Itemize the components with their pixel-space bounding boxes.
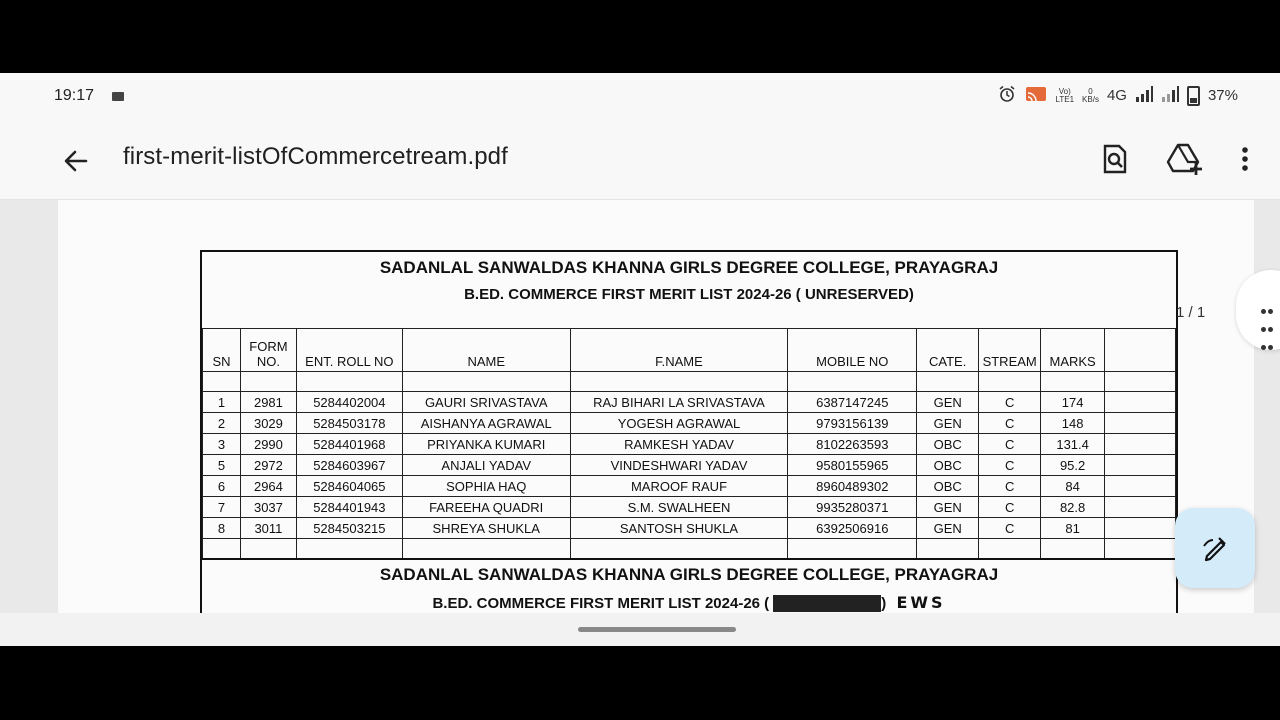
table-cell: S.M. SWALHEEN xyxy=(570,497,788,518)
college-heading: SADANLAL SANWALDAS KHANNA GIRLS DEGREE COLLEGE, PRAYAGRAJ xyxy=(379,258,999,277)
struck-text: UNRESERVED xyxy=(775,595,880,612)
table-cell: 8 xyxy=(203,518,241,539)
table-cell: 3037 xyxy=(240,497,296,518)
column-header: STREAM xyxy=(979,329,1041,372)
table-cell: MAROOF RAUF xyxy=(570,476,788,497)
table-row-empty xyxy=(203,372,1176,392)
college-heading-2: SADANLAL SANWALDAS KHANNA GIRLS DEGREE COLLEGE, PRAYAGRAJ xyxy=(379,565,999,584)
table-cell: FAREEHA QUADRI xyxy=(402,497,570,518)
table-cell: 148 xyxy=(1041,413,1105,434)
table-cell: 5284401943 xyxy=(296,497,402,518)
back-arrow-icon[interactable] xyxy=(60,145,92,177)
status-time: 19:17 xyxy=(54,87,95,104)
table-cell: GAURI SRIVASTAVA xyxy=(402,392,570,413)
handwritten-ews-note: EWS xyxy=(896,593,946,612)
drag-handle-icon xyxy=(1260,302,1278,356)
table-cell-blank xyxy=(402,539,570,559)
table-cell: C xyxy=(979,476,1041,497)
table-cell: OBC xyxy=(917,476,979,497)
table-cell-blank xyxy=(1105,434,1176,455)
table-cell: RAJ BIHARI LA SRIVASTAVA xyxy=(570,392,788,413)
table-cell: 5284503215 xyxy=(296,518,402,539)
column-header: CATE. xyxy=(917,329,979,372)
pen-edit-icon xyxy=(1199,532,1231,564)
signal-icon-sim2 xyxy=(1161,86,1179,105)
list-title-2-suffix: ) xyxy=(881,595,887,612)
table-cell-blank xyxy=(1105,455,1176,476)
column-header xyxy=(1105,329,1176,372)
table-cell-blank xyxy=(917,539,979,559)
table-row xyxy=(203,413,1176,434)
table-cell: GEN xyxy=(917,413,979,434)
table-cell: OBC xyxy=(917,455,979,476)
table-cell: OBC xyxy=(917,434,979,455)
table-cell: C xyxy=(979,413,1041,434)
column-header: ENT. ROLL NO xyxy=(296,329,402,372)
table-cell: 3 xyxy=(203,434,241,455)
table-cell: 2972 xyxy=(240,455,296,476)
table-cell-blank xyxy=(1105,413,1176,434)
table-cell: 2964 xyxy=(240,476,296,497)
table-cell: SOPHIA HAQ xyxy=(402,476,570,497)
table-header-row xyxy=(203,329,1176,372)
screen-record-icon xyxy=(112,92,124,101)
status-icons xyxy=(998,85,1238,106)
pdf-viewer[interactable] xyxy=(0,200,1280,646)
table-cell-blank xyxy=(1105,539,1176,559)
drive-add-icon[interactable] xyxy=(1166,141,1202,177)
table-cell: 9935280371 xyxy=(788,497,917,518)
volte-label: Vo) LTE1 xyxy=(1055,86,1075,104)
cast-icon xyxy=(1024,85,1048,106)
table-cell-blank xyxy=(979,539,1041,559)
table-cell: 2 xyxy=(203,413,241,434)
table-cell: 5284401968 xyxy=(296,434,402,455)
column-header: MOBILE NO xyxy=(788,329,917,372)
table-cell-blank xyxy=(1041,539,1105,559)
table-cell-blank xyxy=(788,539,917,559)
more-options-icon[interactable] xyxy=(1230,141,1260,177)
table-cell: RAMKESH YADAV xyxy=(570,434,788,455)
table-cell: 7 xyxy=(203,497,241,518)
table-row xyxy=(203,476,1176,497)
page-indicator: 1 / 1 xyxy=(1176,304,1206,321)
merit-list-title: B.ED. COMMERCE FIRST MERIT LIST 2024-26 ( UNRESERVED) xyxy=(464,286,914,303)
network-speed: 0 KB/s xyxy=(1082,86,1099,104)
table-row-empty xyxy=(203,539,1176,559)
table-cell: 95.2 xyxy=(1041,455,1105,476)
table-cell: GEN xyxy=(917,392,979,413)
table-cell: 9793156139 xyxy=(788,413,917,434)
table-cell: 3011 xyxy=(240,518,296,539)
table-cell: 3029 xyxy=(240,413,296,434)
table-cell: GEN xyxy=(917,518,979,539)
search-in-document-icon[interactable] xyxy=(1097,141,1133,177)
table-cell-blank xyxy=(203,539,241,559)
table-cell: 6 xyxy=(203,476,241,497)
table-row xyxy=(203,455,1176,476)
merit-list-table-unreserved xyxy=(200,250,1178,560)
table-cell: 5284402004 xyxy=(296,392,402,413)
table-cell-blank xyxy=(1105,518,1176,539)
table-row xyxy=(203,392,1176,413)
table-cell: 6392506916 xyxy=(788,518,917,539)
table-cell: 82.8 xyxy=(1041,497,1105,518)
table-cell-blank xyxy=(1105,392,1176,413)
merit-list-title-2 xyxy=(202,593,1176,612)
column-header: FORM NO. xyxy=(240,329,296,372)
table-cell: SHREYA SHUKLA xyxy=(402,518,570,539)
table-cell: 8102263593 xyxy=(788,434,917,455)
table-cell: 6387147245 xyxy=(788,392,917,413)
table-row xyxy=(203,497,1176,518)
table-cell: VINDESHWARI YADAV xyxy=(570,455,788,476)
table-cell: 5284603967 xyxy=(296,455,402,476)
table-cell-blank xyxy=(296,539,402,559)
phone-screen xyxy=(0,73,1280,646)
table-cell: SANTOSH SHUKLA xyxy=(570,518,788,539)
table-cell: 5 xyxy=(203,455,241,476)
table-cell: 1 xyxy=(203,392,241,413)
table-cell: ANJALI YADAV xyxy=(402,455,570,476)
table-cell: 5284503178 xyxy=(296,413,402,434)
merit-table xyxy=(202,328,1176,559)
table-cell: 174 xyxy=(1041,392,1105,413)
table-cell: C xyxy=(979,455,1041,476)
table-cell: GEN xyxy=(917,497,979,518)
table-cell: AISHANYA AGRAWAL xyxy=(402,413,570,434)
column-header: NAME xyxy=(402,329,570,372)
table-cell: C xyxy=(979,392,1041,413)
table-cell: 9580155965 xyxy=(788,455,917,476)
table-cell-blank xyxy=(1105,497,1176,518)
table-cell-blank xyxy=(240,539,296,559)
file-title: first-merit-listOfCommercetream.pdf xyxy=(123,143,508,170)
table-cell: 2990 xyxy=(240,434,296,455)
table-row xyxy=(203,434,1176,455)
table-cell: 84 xyxy=(1041,476,1105,497)
table-cell: C xyxy=(979,518,1041,539)
table-cell: C xyxy=(979,497,1041,518)
battery-icon xyxy=(1187,86,1200,106)
pdf-page xyxy=(58,200,1254,646)
table-row xyxy=(203,518,1176,539)
table-cell: 2981 xyxy=(240,392,296,413)
table-cell: 5284604065 xyxy=(296,476,402,497)
signal-icon xyxy=(1135,86,1153,105)
table-cell: 81 xyxy=(1041,518,1105,539)
home-gesture-pill[interactable] xyxy=(578,627,736,632)
status-bar xyxy=(0,73,1280,121)
table-cell: PRIYANKA KUMARI xyxy=(402,434,570,455)
table-cell-blank xyxy=(1105,476,1176,497)
battery-percent: 37% xyxy=(1207,87,1238,104)
network-type: 4G xyxy=(1106,87,1127,104)
table-cell-blank xyxy=(570,539,788,559)
system-nav-bar xyxy=(0,613,1280,646)
table-cell: YOGESH AGRAWAL xyxy=(570,413,788,434)
column-header: F.NAME xyxy=(570,329,788,372)
table-cell: C xyxy=(979,434,1041,455)
list-title-2-prefix: B.ED. COMMERCE FIRST MERIT LIST 2024-26 ( xyxy=(432,595,770,612)
table-cell: 131.4 xyxy=(1041,434,1105,455)
alarm-icon xyxy=(998,85,1016,106)
column-header: SN xyxy=(203,329,241,372)
annotate-button[interactable] xyxy=(1175,508,1255,588)
column-header: MARKS xyxy=(1041,329,1105,372)
app-toolbar xyxy=(0,121,1280,200)
table-cell: 8960489302 xyxy=(788,476,917,497)
